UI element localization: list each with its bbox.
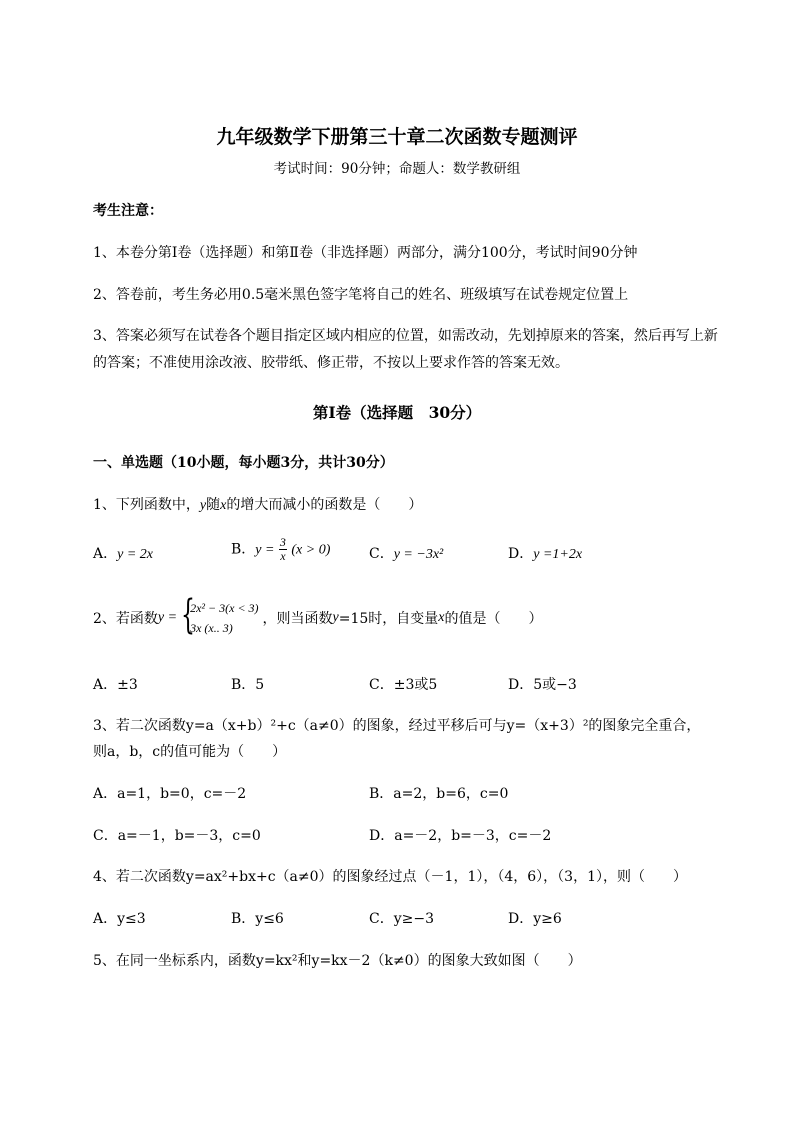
question-3-stem-cont: 则a，b，c的值可能为（ ） (93, 744, 287, 760)
notice-item-3-cont: 的答案；不准使用涂改液、胶带纸、修正带，不按以上要求作答的答案无效。 (93, 355, 569, 371)
notice-heading: 考生注意： (93, 203, 163, 219)
q2-stem-c: =15时，自变量 (338, 611, 439, 627)
question-5-stem: 5、在同一坐标系内，函数y=kx²和y=kx－2（k≠0）的图象大致如图（ ） (93, 953, 582, 969)
q1-option-b-pre: y = (255, 542, 275, 558)
notice-item-3: 3、答案必须写在试卷各个题目指定区域内相应的位置，如需改动，先划掉原来的答案，然后再写上新 (93, 328, 718, 344)
q3-option-b[interactable]: B．a=2，b=6，c=0 (369, 786, 509, 802)
q1-stem-c: 的增大而减小的函数是（ ） (226, 497, 423, 513)
q1-option-a[interactable] (93, 543, 153, 563)
question-4-stem: 4、若二次函数y=ax²+bx+c（a≠0）的图象经过点（－1，1），（4，6），（3，1），则（ ） (93, 869, 687, 885)
q4-option-b[interactable]: B．y≤6 (231, 911, 284, 927)
q1-option-d-math: y =1+2x (533, 547, 583, 562)
q2-stem-a: 2、若函数 (93, 611, 158, 627)
q1-var-x: x (220, 498, 227, 513)
q2-option-c[interactable]: C．±3或5 (369, 677, 438, 693)
fraction-numerator: 3 (279, 535, 286, 549)
q2-var-x: x (438, 610, 445, 625)
exam-info: 考试时间：90分钟；命题人：数学教研组 (273, 161, 521, 177)
q1-option-a-math: y = 2x (117, 547, 153, 562)
q4-option-a[interactable]: A．y≤3 (93, 911, 146, 927)
piece-row-2: 3x (x.. 3) (190, 621, 233, 635)
q1-option-d-label: D． (508, 546, 534, 562)
q2-var-y2: y (332, 610, 339, 625)
q1-stem-a: 1、下列函数中， (93, 497, 200, 513)
q2-piecewise (181, 592, 259, 638)
question-2-stem (93, 592, 543, 638)
piece-row-1: 2x² − 3(x < 3) (190, 601, 259, 615)
q1-option-d[interactable] (508, 543, 582, 563)
brace-icon: { (181, 592, 196, 638)
q4-option-d[interactable]: D．y≥6 (508, 911, 562, 927)
notice-item-1: 1、本卷分第I卷（选择题）和第Ⅱ卷（非选择题）两部分，满分100分，考试时间90分钟 (93, 245, 638, 261)
q2-stem-d: 的值是（ ） (444, 611, 543, 627)
q3-option-a[interactable]: A．a=1，b=0，c=－2 (93, 786, 247, 802)
q1-option-b-fraction (279, 536, 287, 563)
q2-stem-b: ，则当函数 (262, 611, 333, 627)
q3-option-d[interactable]: D．a=－2，b=－3，c=－2 (369, 828, 552, 844)
section-title: 第I卷（选择题 30分） (312, 403, 482, 422)
q1-option-c-label: C． (369, 546, 394, 562)
q1-option-c-math: y = −3x² (393, 547, 444, 562)
page-title: 九年级数学下册第三十章二次函数专题测评 (216, 126, 578, 148)
notice-item-2: 2、答卷前，考生务必用0.5毫米黑色签字笔将自己的姓名、班级填写在试卷规定位置上 (93, 287, 629, 303)
question-3-stem: 3、若二次函数y=a（x+b）²+c（a≠0）的图象，经过平移后可与y=（x+3）²的图象完全重合， (93, 718, 701, 734)
q1-option-b-label: B． (231, 541, 256, 558)
q1-var-y: y (199, 498, 207, 513)
q2-var-y: y = (157, 610, 178, 625)
part-heading: 一、单选题（10小题，每小题3分，共计30分） (93, 455, 394, 471)
q2-option-b[interactable]: B．5 (231, 677, 265, 693)
q1-stem-b: 随 (206, 497, 221, 513)
q1-option-b-post: (x > 0) (291, 542, 331, 558)
q1-option-a-label: A． (93, 546, 118, 562)
q2-option-d[interactable]: D．5或−3 (508, 677, 577, 693)
fraction-denominator: x (280, 549, 286, 563)
q3-option-c[interactable]: C．a=－1，b=－3，c=0 (93, 828, 261, 844)
q2-option-a[interactable]: A．±3 (93, 677, 138, 693)
q1-option-c[interactable] (369, 543, 443, 563)
q1-option-b[interactable] (231, 536, 330, 563)
question-1-stem (93, 494, 422, 514)
q4-option-c[interactable]: C．y≥−3 (369, 911, 434, 927)
